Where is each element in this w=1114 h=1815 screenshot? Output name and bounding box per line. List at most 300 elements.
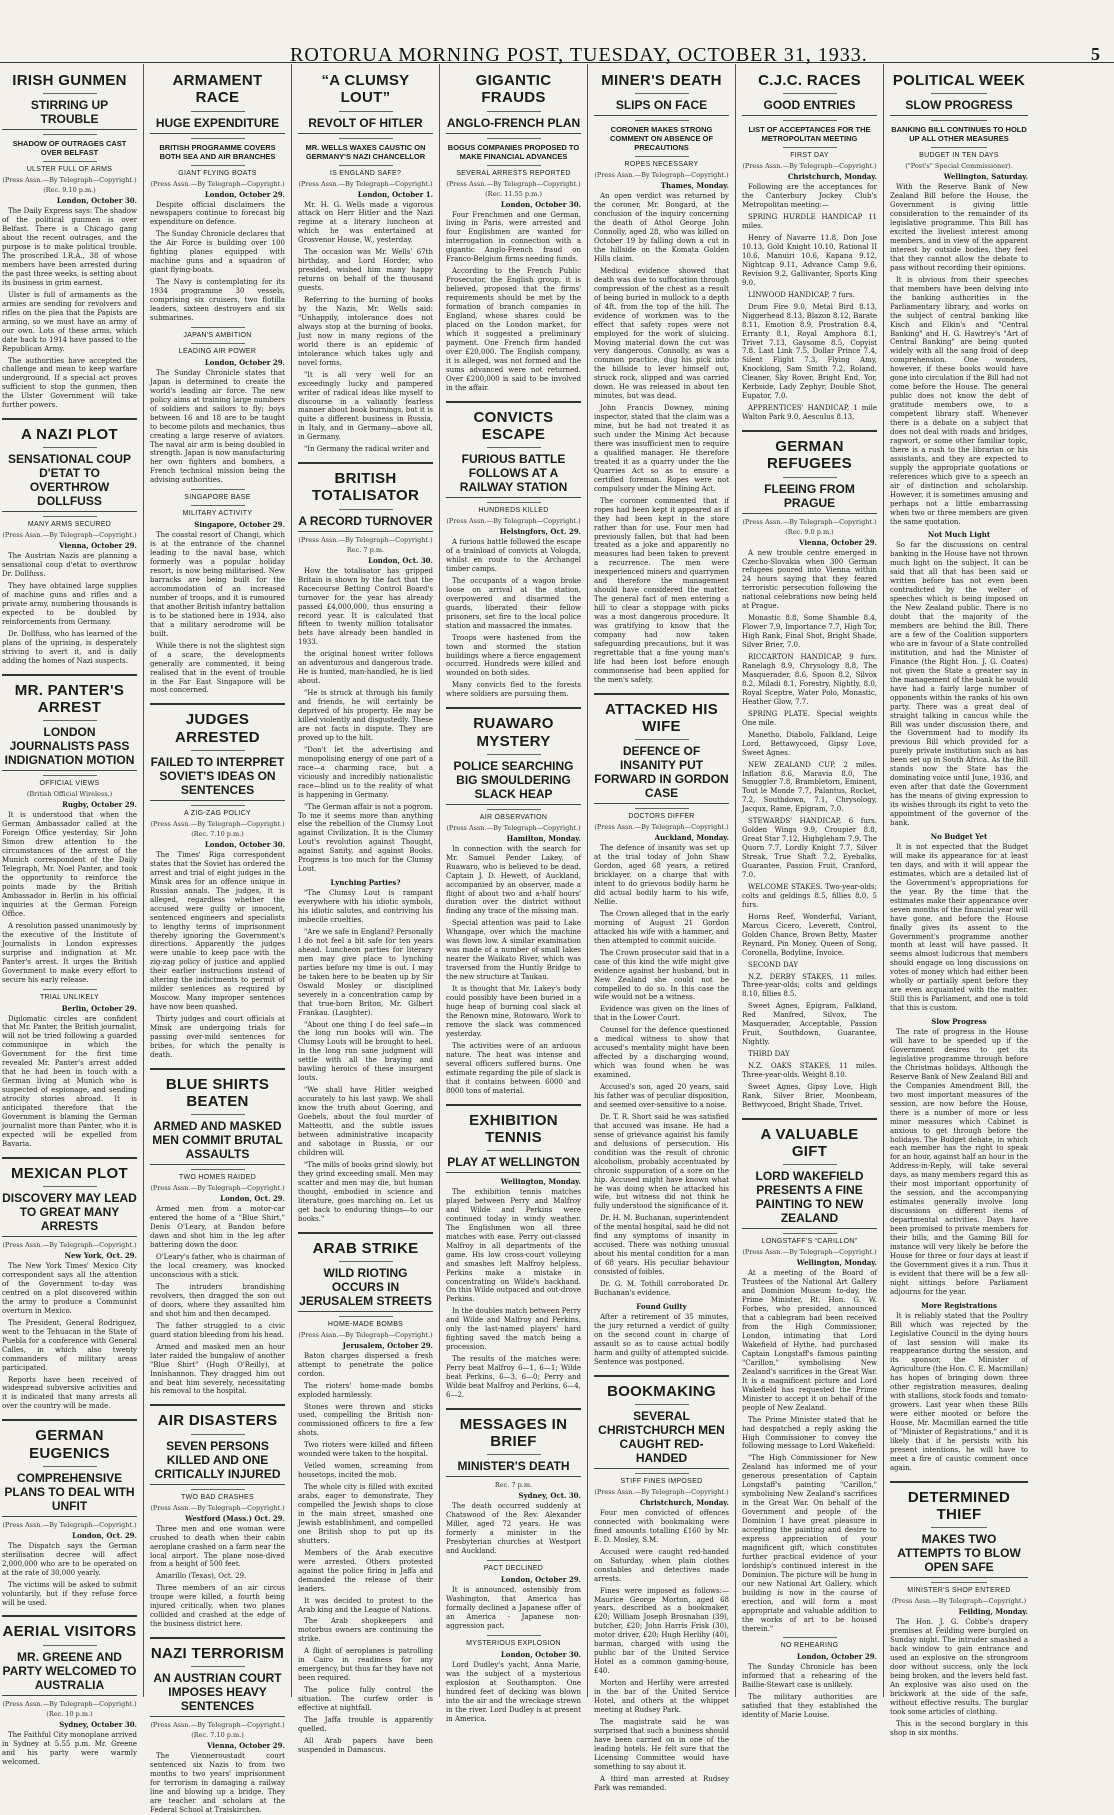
story-headline: POLITICAL WEEK xyxy=(892,72,1026,89)
received-time: Rec. 7 p.m. xyxy=(346,545,385,554)
deck-rule xyxy=(43,93,97,94)
paragraph: In the doubles match between Perry and Wilde and Malfroy and Perkins, only the last-named players' hard fighting saved the match being a procession. xyxy=(446,1307,581,1352)
paragraph: Mr. H. G. Wells made a vigorous attack on Herr Hitler and the Nazi regime at a literary luncheon at which he was entertained at Grosvenor House, W., yesterday. xyxy=(298,200,433,245)
paragraph: Dr. T. R. Short said he was satisfied that accused was insane. He had a sense of grievance against his family and delusions of persecution. His condition was the result of chronic alcoholism, probably accentuated by chronic suppuration of a sore on the hip. Accused might have known what he was doing when he attacked his wife, but witness did not think he fully understood the significance of it. xyxy=(594,1112,729,1211)
story-deck: BANKING BILL CONTINUES TO HOLD UP ALL OTHER MEASURES xyxy=(891,125,1027,144)
deck-rule xyxy=(191,750,245,751)
columns xyxy=(0,64,1114,1815)
paragraph: "We shall have Hitler weighed accurately to his last yawp. We shall know the truth about Goering, and Goebels, about the foul murder of Matteotti, and the subtle issues between administrative incapacity and sabotage in Russia, or our children will. xyxy=(298,1086,433,1157)
story xyxy=(890,1481,1028,1738)
deck-rule xyxy=(43,1186,97,1187)
paragraph: SECOND DAY xyxy=(748,960,798,969)
story-divider xyxy=(150,1637,285,1639)
paragraph: The Vienneroustadt court sentenced six Nazis to from two months to two years' imprisonment for terrorism in damaging a railway line and blowing up a bridge. They are teacher and scholars at the Federal School at Traiskirchen. xyxy=(150,1752,285,1815)
dateline: Hamilton, Monday. xyxy=(506,833,581,843)
paragraph: The Jaffa trouble is apparently quelled. xyxy=(298,1716,433,1733)
story xyxy=(2,1157,137,1412)
story-divider xyxy=(742,1118,877,1120)
story-deck: MINISTER'S SHOP ENTERED xyxy=(907,1587,1011,1595)
story xyxy=(150,1637,285,1815)
deck-rule xyxy=(191,1434,245,1435)
story-divider xyxy=(2,418,137,420)
press-credit: (Press Assn.—By Telegraph—Copyright.) xyxy=(150,819,285,828)
story xyxy=(742,430,877,1110)
paragraph: So far the discussions on central banking in the House have not thrown much light on the subject. It can be said that all that has been said or written before has not even been contradicted by the welter of speeches which is being imposed on the New Zealand public. There is no doubt that the majority of the members are behind the Bill. There are a few of the Coalition supporters who are in favour of a State controlled institution, and had the Minister of Finance (the Right Hon. J. G. Coates) not given the State a greater say in the management of the bank he would have had a fairly large number of opponents within the ranks of his own party. There was a great deal of straight talking in caucus while the Bill was under discussion there, and the Government had to modify its previous Bill which provided for a purely private institution such as has been set up in South Africa. As the Bill stands now the State has the dominating voice until June, 1936, and even after that date the Government has the means of giving expression to its wishes through its right to veto the appointment of the governor of the bank. xyxy=(890,541,1028,828)
story-deck: ANGLO-FRENCH PLAN xyxy=(446,116,581,134)
paragraph: THIRD DAY xyxy=(748,1050,790,1059)
masthead-title: ROTORUA MORNING POST, TUESDAY, OCTOBER 31, 1933. xyxy=(290,44,868,66)
paragraph: The Arab shopkeepers and motorbus owners are continuing the strike. xyxy=(298,1617,433,1644)
story-deck: CORONER MAKES STRONG COMMENT ON ABSENCE OF PRECAUTIONS xyxy=(609,125,714,153)
paragraph: The Dispatch says the German sterilisation decree will affect 2,000,000 who are to be operated on at the rate of 30,000 yearly. xyxy=(2,1541,137,1577)
paragraph: SPRING PLATE. Special weights One mile. xyxy=(742,709,877,727)
paragraph: According to the French Public Prosecutor, the English group, it is believed, proposed that the firms' requirements should be met by the formation of branch companies in England, whose shares could be placed on the London market, for which it suggested a preliminary payment. One French firm handed over £20,000. The English company, it is alleged, was not formed and the sums advanced were not returned. Over £200,000 is said to be involved in the affair. xyxy=(446,267,581,392)
deck-rule xyxy=(339,509,393,510)
story-deck: STIFF FINES IMPOSED xyxy=(620,1477,703,1485)
deck-rule xyxy=(43,1645,97,1646)
deck-rule xyxy=(487,447,541,448)
story-headline: ARMAMENT RACE xyxy=(172,72,263,107)
story xyxy=(150,489,285,695)
story-deck: LIST OF ACCEPTANCES FOR THE METROPOLITAN MEETING xyxy=(748,125,871,144)
story-deck: FURIOUS BATTLE FOLLOWS AT A RAILWAY STATION xyxy=(446,452,581,498)
received-time: (Rec. 11.55 p.m.) xyxy=(485,189,542,198)
paragraph: "He is struck at through his family and friends, he will certainly be deprived of his property. He may be killed violently and disgustedly. These are not facts in dispute. They are proved up to the hilt. xyxy=(298,689,433,742)
deck-rule xyxy=(487,1635,541,1636)
paragraph: The military authorities are satisfied that they established the identity of Marie Louise. xyxy=(742,1693,877,1720)
paragraph: A furious battle followed the escape of a trainload of convicts at Vologda, whilst en route to the Archangel timber camps. xyxy=(446,538,581,573)
paragraph: The father struggled to a civic guard station bleeding from his head. xyxy=(150,1321,285,1339)
deck-rule xyxy=(487,111,541,112)
column-2 xyxy=(144,64,292,1815)
story-headline: C.J.C. RACES xyxy=(758,72,861,89)
dateline: Auckland, Monday. xyxy=(654,833,729,843)
story-headline: JUDGES ARRESTED xyxy=(175,711,260,746)
deck-rule xyxy=(191,1666,245,1667)
story-headline: AIR DISASTERS xyxy=(157,1412,278,1430)
story-deck: ARMED AND MASKED MEN COMMIT BRUTAL ASSAULTS xyxy=(150,1119,285,1165)
story xyxy=(298,650,433,874)
story-headline: BRITISH TOTALISATOR xyxy=(311,470,420,505)
paragraph: Dr. Dollfuss, who has learned of the plans of the uprising, is desperately striving to avert it, and is daily adding the homes of Nazi suspects. xyxy=(2,630,137,665)
deck-rule xyxy=(487,165,541,166)
paragraph: The results of the matches were: Perry beat Malfroy 6—1, 6—1; Wilde beat Perkins, 6—3, 6—0; Perry and Wilde beat Malfroy and Perkins, 6—4, 6—2. xyxy=(446,1355,581,1399)
paragraph: The rate of progress in the House will have to be speeded up if the Government desires to get its legislative programme through before the Christmas holidays. Although the Reserve Bank of New Zealand Bill and the Companies Amendment Bill, the two most important measures of the session, are now before the House, there is a number of more or less minor measures which Cabinet is anxious to get through before the holidays. The Budget debate, in which each member has the right to speak for an hour, against half an hour in the Address-in-Reply, will take several days, as many members regard this as their most important opportunity of the session, and the accompanying estimates generally involve long discussions on different items of departmental activities. Days have been promised to private members for their bills, and the Gaming Bill for instance will very likely be before the House for three or four days at least if the Government gives it a run. Thus it is evident that there will be a few all-night sittings before Parliament adjourns for the year. xyxy=(890,1028,1028,1296)
deck-rule xyxy=(191,138,245,139)
story-headline: BLUE SHIRTS BEATEN xyxy=(165,1075,270,1111)
paragraph: "Don't let the advertising and monopolising energy of one part of a race—a charming race, but a viciously and incredibly nationalistic race—blind us to the reality of what is happening in Germany. xyxy=(298,745,433,799)
story-headline: AERIAL VISITORS xyxy=(2,1623,137,1641)
deck-rule xyxy=(339,111,393,112)
paragraph: WELCOME STAKES. Two-year-olds; colts and geldings 8.5, fillies 8.0, 5 furs. xyxy=(742,882,877,909)
deck-rule xyxy=(487,138,541,139)
story xyxy=(890,530,1028,828)
story xyxy=(742,1118,877,1634)
section-subhead: Found Guilty xyxy=(636,1301,687,1311)
dateline: London, October 30. xyxy=(500,199,581,209)
press-credit: (Press Assn.—By Telegraph—Copyright.) xyxy=(2,1699,137,1708)
story-deck: ULSTER FULL OF ARMS xyxy=(26,166,113,174)
story-divider xyxy=(742,430,877,432)
story-deck: ROPES NECESSARY xyxy=(624,161,699,169)
paragraph: Sweet Agnes, Gipsy Love, High Rank, Silver Brier, Moonbeam, Bettwycoed, Bright Shade, Trivet. xyxy=(742,1083,877,1109)
deck-rule xyxy=(931,147,986,148)
deck-rule xyxy=(43,447,97,448)
story-deck: TWO BAD CRASHES xyxy=(181,1493,254,1501)
paragraph: "The High Commissioner for New Zealand has informed me of your generous presentation of Captain Longstaff's painting "Carillon," symbolising New Zealand's sacrifices in the Great War. On behalf of the Government and people of the Dominion I have great pleasure in accepting the painting and desire to express appreciation of your magnificent gift, which constitutes further practical evidence of your lordship's continued interest in the Dominion. The picture will be hung in our new National Art Gallery, which building is now in the course of erection, and will form a most appropriate and valuable addition to the works of art to be housed therein." xyxy=(742,1454,877,1633)
paragraph: Medical evidence showed that death was due to suffocation through compression of the chest as a result of being buried in mullock to a depth of 4ft. from the top of the hill. The evidence of workmen was to the effect that safety ropes were not employed for the work of sluicing. Moving material down the cut was very dangerous. Connolly, as was a common practice, dug his pick into the hillside to lever himself out, struck rock, slipped and was carried down. He was released in about ten minutes, but was dead. xyxy=(594,266,729,401)
story-divider xyxy=(150,703,285,705)
paragraph: Troops were hastened from the town and stormed the station buildings where a fierce engagement occurred. Hundreds were killed and wounded on both sides. xyxy=(446,633,581,678)
paragraph: Morton and Herlihy were arrested in the bar of the United Service Hotel, and others at the whippet meeting at Rudsey Park. xyxy=(594,1679,729,1714)
press-credit: (Press Assn.—By Telegraph—Copyright.) xyxy=(150,179,285,188)
dateline: Helsingfors, Oct. 29. xyxy=(499,527,581,537)
paragraph: It is not expected that the Budget will make its appearance for at least ten days, and with it will appear the estimates, which are a detailed list of the Government's appropriations for the year. By the time that the estimates make their appearance over seven months of the financial year will have gone, and before the House finally gives its assent to the Government's programme another month at least will have passed. It seems almost ludicrous that members should engage on long discussions on votes of money which had either been wholly or partially spent before they are even acquainted with the matter. Still this is Parliament, and one is told that this is custom. xyxy=(890,842,1028,1013)
paragraph: Three members of an air circus troupe were killed, a fourth being injured critically, when two planes collided and crashed at the edge of the business district here. xyxy=(150,1584,285,1629)
press-credit: (Press Assn.—By Telegraph—Copyright.) xyxy=(150,1503,285,1512)
story-deck: SLOW PROGRESS xyxy=(890,98,1028,116)
received-time: (Rec. 7.10 p.m.) xyxy=(191,829,244,838)
section-subhead: Slow Progress xyxy=(931,1017,987,1027)
story xyxy=(890,72,1028,526)
column-1 xyxy=(0,64,144,1766)
deck-rule xyxy=(191,1114,245,1115)
deck-rule xyxy=(339,165,393,166)
paragraph: A new trouble centre emerged in Czecho-Slovakia when 300 German refugees poured into Vienna within 24 hours saying that they feared terroristic persecution following the national celebrations now being held at Prague. xyxy=(742,548,877,611)
story xyxy=(298,1232,433,1755)
story-headline: GERMAN REFUGEES xyxy=(767,438,852,473)
paragraph: Stones were thrown and sticks used, compelling the British non-commissioned officers to fire a few shots. xyxy=(298,1402,433,1438)
paragraph: It is announced, ostensibly from Washington, that America has formally declined a Japanese offer of an America - Japanese non-aggression pact. xyxy=(446,1586,581,1630)
story xyxy=(298,878,433,1223)
dateline: London, Oct. 30. xyxy=(368,555,433,565)
story-deck: MR. GREENE AND PARTY WELCOMED TO AUSTRALIA xyxy=(2,1650,137,1696)
deck-rule xyxy=(191,343,245,344)
story xyxy=(2,674,137,985)
paragraph: Four Frenchmen and one German, living in Paris, were arrested and four Englishmen are wanted for interrogation in connection with a gigantic Anglo-French fraud on Franco-Belgium firms needing funds. xyxy=(446,210,581,264)
deck-rule xyxy=(487,809,541,810)
deck-rule xyxy=(635,156,689,157)
story-divider xyxy=(2,1157,137,1159)
story xyxy=(446,72,581,393)
story-divider xyxy=(446,707,581,709)
dateline: London, October 29. xyxy=(204,189,285,199)
deck-rule xyxy=(931,93,986,94)
story-divider xyxy=(2,1615,137,1617)
story-deck: LORD WAKEFIELD PRESENTS A FINE PAINTING TO NEW ZEALAND xyxy=(742,1169,877,1229)
deck-rule xyxy=(487,754,541,755)
story-deck: A RECORD TURNOVER xyxy=(298,514,433,532)
section-subhead: More Registrations xyxy=(921,1300,997,1310)
paragraph: It is understood that when the German Ambassador called at the Foreign Office yesterday, Sir John Simon drew attention to the circumstances of the arrest of the Munich correspondent of the Daily Telegraph, Mr. Noel Panter, and took the opportunity to reinforce the points made by the British Ambassador in Berlin in his official inquiries at the German Foreign Office. xyxy=(2,811,137,918)
story-deck: PACT DECLINED xyxy=(483,1565,544,1573)
paragraph: In connection with the search for Mr. Samuel Pender Lakey, of Ruawaro, who is believed to be dead, Captain J. D. Hewett, of Auckland, accompanied by an observer, made a flight of about two and a-half hours' duration over the district without finding any trace of the missing man. xyxy=(446,844,581,916)
story-headline: DETERMINED THIEF xyxy=(907,1488,1011,1524)
story-deck: FIRST DAY xyxy=(790,152,829,160)
deck-rule xyxy=(783,147,837,148)
story-deck: LONDON JOURNALISTS PASS INDIGNATION MOTION xyxy=(2,725,137,771)
press-credit: (Press Assn.—By Telegraph—Copyright.) xyxy=(742,517,877,526)
deck-rule xyxy=(635,120,689,121)
press-credit: (Press Assn.—By Telegraph—Copyright.) xyxy=(298,1330,433,1339)
press-credit: (Press Assn.—By Telegraph—Copyright.) xyxy=(298,535,433,544)
story xyxy=(298,72,433,454)
deck-rule xyxy=(191,489,245,490)
deck-rule xyxy=(191,1489,245,1490)
paragraph: After a retirement of 35 minutes, the jury returned a verdict of guilty on the second count in charge of assault so as to cause actual bodily harm and guilty of attempted suicide. Sentence was postponed. xyxy=(594,1312,729,1366)
story-headline: MR. PANTER'S ARREST xyxy=(14,681,125,717)
paragraph: Special attention was paid to Lake Whangape, over which the machine was flown low. A similar examination was made of a number of small lakes nearer the Waikato River, which was traversed from the Huntly Bridge to the new structure at Taukau. xyxy=(446,919,581,982)
paragraph: The Sunday Chronicle declares that the Air Force is building over 100 fighting planes equipped with machine guns and a squadron of giant flying-boats. xyxy=(150,230,285,275)
paragraph: O'Leary's father, who is chairman of the local creamery, was knocked unconscious with a stick. xyxy=(150,1253,285,1280)
deck-rule xyxy=(191,1169,245,1170)
story-deck: DEFENCE OF INSANITY PUT FORWARD IN GORDON CASE xyxy=(594,744,729,804)
paragraph: John Francis Downey, mining inspector, stated that the claim was a mine, but he had not treated it as such under the Mining Act because there was insufficient men to require a qualified manager. He therefore treated it as a quarry under the the Quarries Act so as to ensure a certified foreman. Ropes were not compulsory under the Mining Act. xyxy=(594,404,729,493)
story-deck: BOGUS COMPANIES PROPOSED TO MAKE FINANCIAL ADVANCES xyxy=(447,142,580,161)
paragraph: The death occurred suddenly at Chatswood of the Rev. Alexander Miller, aged 72 years. He was formerly a minister in the Presbyterian churches at Westport and Auckland. xyxy=(446,1502,581,1556)
story-headline: A NAZI PLOT xyxy=(21,426,118,444)
column-3 xyxy=(292,64,440,1754)
story-deck: HUNDREDS KILLED xyxy=(478,507,549,515)
press-credit: (Press Assn.—By Telegraph—Copyright.) xyxy=(446,823,581,832)
paragraph: This is the second burglary in this shop in six months. xyxy=(890,1719,1028,1737)
paragraph: Accused's son, aged 20 years, said his father was of peculiar disposition, and seemed over-sensitive to a noise. xyxy=(594,1083,729,1109)
story xyxy=(446,1104,581,1400)
story xyxy=(2,1615,137,1766)
story xyxy=(150,703,285,1059)
dateline: London, October 30. xyxy=(56,196,137,206)
press-credit: (Press Assn.—By Telegraph—Copyright.) xyxy=(150,1721,285,1730)
paragraph: An open verdict was returned by the coroner, Mr. Bongard, at the conclusion of the inquiry concerning the death of Athol George John Connolly, aged 28, who was killed on October 19 by falling down a cut in the hillside on the Komata Golden Hills claim. xyxy=(594,192,729,263)
story-deck: FLEEING FROM PRAGUE xyxy=(742,482,877,514)
paragraph: Members of the Arab executive were arrested. Others protested against the police firing in Jaffa and demanded the release of their leaders. xyxy=(298,1548,433,1593)
story-headline: EXHIBITION TENNIS xyxy=(469,1111,558,1146)
deck-rule xyxy=(191,111,245,112)
paragraph: Many convicts fled to the forests where soldiers are pursuing them. xyxy=(446,681,581,699)
paragraph: The intruders brandishing revolvers, then dragged the son out of doors, where they assaulted him and shot him and then decamped. xyxy=(150,1282,285,1318)
dateline: Wellington, Saturday. xyxy=(943,172,1028,182)
paragraph: RICCARTON HANDICAP, 9 furs. Ranelagh 8.9, Chrysology 8.8, The Masquerader, 8.6, Spoon 8.2, Silvox 8.2, Miladi 8.1, Forestry, Nightly, 8.0, Royal Sceptre, Water Polo, Monastic, Heather Glow, 7.7. xyxy=(742,653,877,706)
story-headline: ATTACKED HIS WIFE xyxy=(604,700,719,735)
paragraph: The occasion was Mr. Wells' 67th birthday, and Lord Horder, who presided, wished him many happy returns on behalf of the thousand guests. xyxy=(298,248,433,293)
story-headline: GIGANTIC FRAUDS xyxy=(475,72,552,107)
paragraph: Dr. H. M. Buchanan, superintendent of the mental hospital, said he did not find any symptoms of insanity in accused. There was nothing unusual about his mental condition for a man of 68 years. His peculiar behaviour consisted of foibles. xyxy=(594,1214,729,1277)
paragraph: "About one thing I do feel safe—in the long run books will win. The Clumsy Louts will be brought to heel. In the long run sane judgment will settle with all the braying and bawling heroics of these insurgent louts. xyxy=(298,1020,433,1083)
press-credit: (Press Assn.—By Telegraph—Copyright.) xyxy=(594,1487,729,1496)
deck-rule xyxy=(635,808,689,809)
paragraph: Dr. G. M. Tothill corroborated Dr. Buchanan's evidence. xyxy=(594,1280,729,1298)
dateline: Christchurch, Monday. xyxy=(787,172,877,182)
story xyxy=(150,327,285,485)
story-divider xyxy=(2,674,137,676)
deck-rule xyxy=(43,134,97,135)
paragraph: APPRENTICES' HANDICAP, 1 mile Walton Park 9.0, Aesculus 8.13, xyxy=(742,404,877,422)
paragraph: Veiled women, screaming from housetops, incited the mob. xyxy=(298,1462,433,1480)
press-credit: (Press Assn.—By Telegraph—Copyright.) xyxy=(891,1597,1027,1606)
paragraph: N.Z. OAKS STAKES, 11 miles. Three-year-olds. Weight 8.10. xyxy=(742,1062,877,1080)
story xyxy=(150,1404,285,1629)
deck-rule xyxy=(191,165,245,166)
column-4 xyxy=(440,64,588,1723)
story-deck: LONGSTAFF'S “CARILLON” xyxy=(761,1238,858,1246)
deck-rule xyxy=(931,1527,986,1528)
paragraph: The occupants of a wagon broke loose on arrival at the station, overpowered and disarmed the guards, liberated their fellow prisoners, set fire to the local police station and massacred the inmates. xyxy=(446,576,581,630)
paragraph: "Are we safe in England? Personally I do not feel a bit safe for ten years ahead. Luncheon parties for literary men may give place to lynching parties before my time is out. I may be taken here to be beaten up by Sir Oswald Mosley or disciplined severely in a concentration camp by that true-born Briton, Mr. Gilbert Frankau. (Laughter). xyxy=(298,928,433,1017)
paragraph: N.Z. DERBY STAKES, 11 miles. Three-year-olds; colts and geldings 8.10, fillies 8.5. xyxy=(742,972,877,999)
story-deck: BUDGET IN TEN DAYS xyxy=(919,152,999,160)
deck-rule xyxy=(931,1582,986,1583)
story-deck: SLIPS ON FACE xyxy=(594,98,729,116)
received-time: (Rec. 10 p.m.) xyxy=(46,1709,93,1718)
press-credit: (Press Assn.—By Telegraph—Copyright.) xyxy=(742,162,877,171)
paragraph: "The German affair is not a pogrom. To me it seems more than anything else the rebellion of the Clumsy Lout against Civilization. It is the Clumsy Lout's revolution against Thought, against Sanity, and against Books. Progress is too much for the Clumsy Lout. xyxy=(298,802,433,874)
story xyxy=(150,1068,285,1397)
paragraph: Manetho, Diabolo, Falkland, Leige Lord, Bettawycoed, Gipsy Love, Sweet Agnes. xyxy=(742,730,877,757)
dateline: Jerusalem, October 29. xyxy=(342,1340,433,1350)
press-credit: (Press Assn.—By Telegraph—Copyright.) xyxy=(2,1520,137,1529)
story-deck: MR. WELLS WAXES CAUSTIC ON GERMANY'S NAZI CHANCELLOR xyxy=(305,142,426,161)
story-deck: POLICE SEARCHING BIG SMOULDERING SLACK HEAP xyxy=(446,759,581,805)
section-subhead: Lynching Parties? xyxy=(330,878,401,888)
paragraph: They have obtained large supplies of machine guns and rifles and a private army, numbering thousands is expected to be doubled by reinforcements from Germany. xyxy=(2,582,137,627)
story-deck: DOCTORS DIFFER xyxy=(628,813,695,821)
paragraph: With the Reserve Bank of New Zealand Bill before the House, the Government is giving little consideration to the remainder of its legislative programme. This Bill has excited the liveliest interest among members, and in view of the apparent interest by outside bodies, they feel that they cannot allow the debate to pass without recording their opinions. xyxy=(890,183,1028,272)
paragraph: Henry of Navarre 11.8, Don Jose 10.13, Gold Knight 10.10, Rational II 10.6, Manuiri 10.6, Kapana 9.12, Nightcap 9.11, Advance Camp 9.6, Revision 9.2, Gallivanter, Sports King 9.0. xyxy=(742,234,877,287)
paragraph: The Faithful City monoplane arrived in Sydney at 5.55 p.m. Mr. Greene and his party were warmly welcomed. xyxy=(2,1730,137,1766)
paragraph: The coastal resort of Changi, which is at the entrance of the channel leading to the naval base, which formerly was a popular holiday resort, is now being militarised. New barracks are being built for the accommodation of an increased number of troops, and it is rumoured that another British infantry battalion is to be stationed here in 1934, also that a military aerodrome will be built. xyxy=(150,531,285,638)
dateline: Sydney, October 30. xyxy=(59,1719,137,1729)
deck-rule xyxy=(43,775,97,776)
story-headline: MESSAGES IN BRIEF xyxy=(459,1415,568,1451)
story xyxy=(594,72,729,685)
story-deck: MILITARY ACTIVITY xyxy=(182,510,253,518)
paragraph: The rioters' home-made bombs exploded harmlessly. xyxy=(298,1381,433,1399)
paragraph: How the totalisator has gripped Britain is shown by the fact that the Racecourse Betting Control Board's turnover for the year has already passed £4,000,000, thus ensuring a record year. It is calculated that fifteen to twenty million totalisator bets have already been handled in 1933. xyxy=(298,566,433,647)
dateline: Wellington, Monday. xyxy=(500,1177,581,1186)
story-deck: MYSTERIOUS EXPLOSION xyxy=(466,1639,561,1647)
deck-rule xyxy=(43,516,97,517)
dateline: Vienna, October 29. xyxy=(59,541,137,551)
dateline: London, October 29. xyxy=(796,1652,877,1662)
story-deck: SINGAPORE BASE xyxy=(184,494,251,502)
story-divider xyxy=(446,1408,581,1410)
paragraph: The Times' Riga correspondent states that the Soviet has ordered the arrest and trial of eight judges in the Minsk area for an offence unique in Russian annals. The judges, it is alleged, regardless whether the accused were guilty or innocent, sentenced engineers and specialists to lengthy terms of imprisonment thereby ignoring the Government's directions. Apparently the judges were unable to keep pace with the zig-zag policy of justice and applied their earlier instructions instead of altering the indictments to permit of milder sentences as required by Moscow. Many improper sentences have now been quashed. xyxy=(150,850,285,1012)
story-deck: FAILED TO INTERPRET SOVIET'S IDEAS ON SENTENCES xyxy=(150,755,285,801)
story-deck: GOOD ENTRIES xyxy=(742,98,877,116)
story-deck: MAKES TWO ATTEMPTS TO BLOW OPEN SAFE xyxy=(890,1532,1028,1578)
paragraph: Reports have been received of widespread subversive activities and it is indicated that many arrests all over the country will be made. xyxy=(2,1375,137,1411)
paragraph: The magistrate said he was surprised that such a business should have been carried on in one of the leading hotels. He felt sure that the Licensing Committee would have something to say about it. xyxy=(594,1717,729,1771)
dateline: Feilding, Monday. xyxy=(958,1607,1028,1617)
deck-rule xyxy=(487,1454,541,1455)
deck-rule xyxy=(191,327,245,328)
deck-rule xyxy=(487,1560,541,1561)
story xyxy=(2,418,137,666)
paragraph: Monastic 8.8, Some Shamble 8.4, Flower 7.9, Importance 7.7, High Tor, High Rank, Final Shot, Bright Shade, Silver Brier, 7.0. xyxy=(742,614,877,650)
paragraph: The Crown alleged that in the early morning of August 21 Gordon attacked his wife with a hammer, and then attempted to commit suicide. xyxy=(594,909,729,945)
dateline: London, October 29. xyxy=(500,1575,581,1585)
press-credit: (Press Assn.—By Telegraph—Copyright.) xyxy=(742,1248,877,1257)
deck-rule xyxy=(339,138,393,139)
received-time: (Rec. 9.10 p.m.) xyxy=(43,186,96,195)
paragraph: The exhibition tennis matches played between Perry and Malfroy and Wilde and Perkins were continued today in windy weather. The Englishmen won all three matches with ease. Perry out-classed Malfroy in all departments of the game. His low cross-court volleying and smashes left Malfroy helpless. Perkins make a mistake in concentrating on Wilde's backhand. On this Wilde outpaced and out-drove Perkins. xyxy=(446,1188,581,1304)
story-headline: ARAB STRIKE xyxy=(312,1239,419,1257)
paragraph: The activities were of an arduous nature. The heat was intense and several officers suffered burns. One estimate regarding the pile of slack is that it contains between 6000 and 8000 tons of material. xyxy=(446,1041,581,1095)
deck-rule xyxy=(43,720,97,721)
story-deck: JAPAN'S AMBITION xyxy=(183,331,252,339)
story-headline: GERMAN EUGENICS xyxy=(29,1427,110,1462)
paragraph: The victims will be asked to submit voluntarily, but if they refuse force will be used. xyxy=(2,1580,137,1607)
dateline: London, October 1. xyxy=(357,189,433,199)
paragraph: the original honest writer follows an adventurous and dangerous trade. He is hunted, man-handled, he is lied about. xyxy=(298,650,433,686)
deck-rule xyxy=(783,93,837,94)
deck-rule xyxy=(43,1466,97,1467)
story-deck: DISCOVERY MAY LEAD TO GREAT MANY ARRESTS xyxy=(2,1191,137,1237)
story-deck: LEADING AIR POWER xyxy=(178,347,257,355)
story-divider xyxy=(150,1068,285,1070)
story-deck: PLAY AT WELLINGTON xyxy=(446,1155,581,1173)
deck-rule xyxy=(931,120,986,121)
paragraph: Baton charges dispersed a fresh attempt to penetrate the police cordon. xyxy=(298,1351,433,1378)
story-deck: GIANT FLYING BOATS xyxy=(178,169,257,177)
paragraph: Horns Reef, Wonderful, Variant, Marcus Cicero, Leverett, Control, Golden Chance, Brown Betty, Master Reynard, Pin Money, Queen of Song, Coronella, Bodyline, Invoice. xyxy=(742,912,877,957)
story-deck: TRIAL UNLIKELY xyxy=(39,993,100,1001)
dateline: London, Oct. 29. xyxy=(220,1194,285,1204)
paragraph: The Prime Minister stated that he had despatched a reply asking the High Commissioner to convey the following message to Lord Wakefield: xyxy=(742,1415,877,1451)
dateline: London, October 30. xyxy=(500,1649,581,1659)
paragraph: NEW ZEALAND CUP, 2 miles. Inflation 8.6, Maravia 8.0, The Smuggler 7.8, Brambletorn, Eminent, Tout le Monde 7.7, Palantus, Rocket, 7.2, Southdown, 7.1, Chrysology, Jacqux, Rame, Epigram, 7.0. xyxy=(742,760,877,814)
column-5 xyxy=(588,64,736,1792)
story xyxy=(742,1637,877,1720)
paragraph: It was decided to protest to the Arab king and the League of Nations. xyxy=(298,1596,433,1614)
paragraph: The Hon. J. G. Cobbe's drapery premises at Feilding were burgled on Sunday night. The intruder smashed a back window to gain entrance and used an explosive on the strongroom door without success, only the lock being broken, and the levers held fast. An explosive was also used on the brickwork at the side of the safe, without effective results. The burglar took some articles of clothing. xyxy=(890,1618,1028,1716)
story-headline: “A CLUMSY LOUT” xyxy=(321,72,410,107)
masthead xyxy=(0,0,1114,66)
story-deck: SENSATIONAL COUP D'ETAT TO OVERTHROW DOLLFUSS xyxy=(2,452,137,512)
paragraph: Drum Fire 9.0, Metal Bird 8.13, Niggerhead 8.13, Blazon 8.12, Barate 8.11, Emotion 8.9, Prostration 8.4, Erranty 8.1, Royal Amphora 8.1, Trivet 7.13, Gaysome 8.5, Copyist 7.8, Last Link 7.5, Dollar Prince 7.4, Silent Flight 7.3, Flying Amy, Knocklong, Sam Smith 7.2, Roland, Cleaner, Sky Rover, Bright End, Yor, Kerbside, Lady Zephyr, Double Shot, Eupator, 7.0. xyxy=(742,302,877,401)
story-headline: NAZI TERRORISM xyxy=(150,1645,285,1663)
story xyxy=(742,72,877,422)
story-deck: NO REHEARING xyxy=(780,1642,839,1650)
dateline: Berlin, October 29. xyxy=(61,1003,137,1013)
story-deck: BRITISH PROGRAMME COVERS BOTH SEA AND AIR BRANCHES xyxy=(159,142,276,161)
paragraph: It is thought that Mr. Lakey's body could possibly have been buried in a huge heap of burning coal slack at the Renown mine, Rotowaro. Work to remove the slack was commenced yesterday. xyxy=(446,985,581,1038)
story xyxy=(446,1635,581,1724)
story-deck: MANY ARMS SECURED xyxy=(27,521,112,529)
page-number: 5 xyxy=(1091,44,1100,64)
story xyxy=(890,1301,1028,1473)
story-deck: SEVERAL CHRISTCHURCH MEN CAUGHT RED-HANDED xyxy=(594,1409,729,1469)
story-deck: AN AUSTRIAN COURT IMPOSES HEAVY SENTENCES xyxy=(150,1671,285,1717)
story-headline: BOOKMAKING xyxy=(607,1382,716,1400)
deck-rule xyxy=(339,1316,393,1317)
deck-rule xyxy=(487,502,541,503)
paragraph: The defence of insanity was set up at the trial today of John Shaw Gordon, aged 68 years, a retired bricklayer, on a charge that with intent to do grievous bodily harm he did actual bodily harm to his wife, Nellie. xyxy=(594,844,729,906)
paragraph: The authorities have accepted the challenge and mean to keep warfare underground. If a special act proves sufficient to stop the gunmen, then the Ulster Government will take further powers. xyxy=(2,356,137,410)
paragraph: The coroner commented that if ropes had been kept it appeared as if they had been kept in the store rather than for use. Four men had previously fallen, but that had been treated as a joke and apparently no measures had been taken to prevent a recurrence. The men were inexperienced miners and quarrymen and therefore the management should have considered the matter. The general fact of men entering a hill to clear a stoppage with picks was a most dangerous procedure. It was gratifying to know that the company had now taken safeguarding precautions, but it was regrettable that a fine young man's life had been lost before enough commonsense had been applied for the men's safety. xyxy=(594,496,729,684)
story-deck: WILD RIOTING OCCURS IN JERUSALEM STREETS xyxy=(298,1266,433,1312)
paragraph: Referring to the burning of books by the Nazis, Mr. Wells said: "Unhappily, intolerance does not always stop at the burning of books. Just now in many regions of the world there is an epidemic of intolerance which takes ugly and novel forms. xyxy=(298,296,433,367)
received-time: (Rec. 9.0 p.m.) xyxy=(785,527,834,536)
paragraph: At a meeting of the Board of Trustees of the National Art Gallery and Dominion Museum to-day, the Prime Minister, Rt. Hon. G. W. Forbes, who presided, announced that a cablegram had been received from the High Commissioner, London, intimating that Lord Wakefield of Hythe, had purchased Captain Longstaff's famous painting "Carillon," symbolising New Zealand's sacrifices in the Great War. It is a magnificent picture and Lord Wakefield has requested the Prime Minister to accept it on behalf of the people of New Zealand. xyxy=(742,1269,877,1412)
story-deck: COMPREHENSIVE PLANS TO DEAL WITH UNFIT xyxy=(2,1471,137,1517)
column-7 xyxy=(884,64,1034,1737)
press-credit: (British Official Wireless.) xyxy=(26,790,113,799)
story xyxy=(2,72,137,410)
dateline: Christchurch, Monday. xyxy=(639,1497,729,1507)
paragraph: The Daily Express says: The shadow of the political gunmen is over Belfast. There is a Chicago gang about the recent outrages, and the purpose is to make political trouble. The proscribed I.R.A., 38 of whose members have been arrested during the past three weeks, is setting about its business in grim earnest. xyxy=(2,207,137,287)
dateline: Rugby, October 29. xyxy=(62,800,137,810)
